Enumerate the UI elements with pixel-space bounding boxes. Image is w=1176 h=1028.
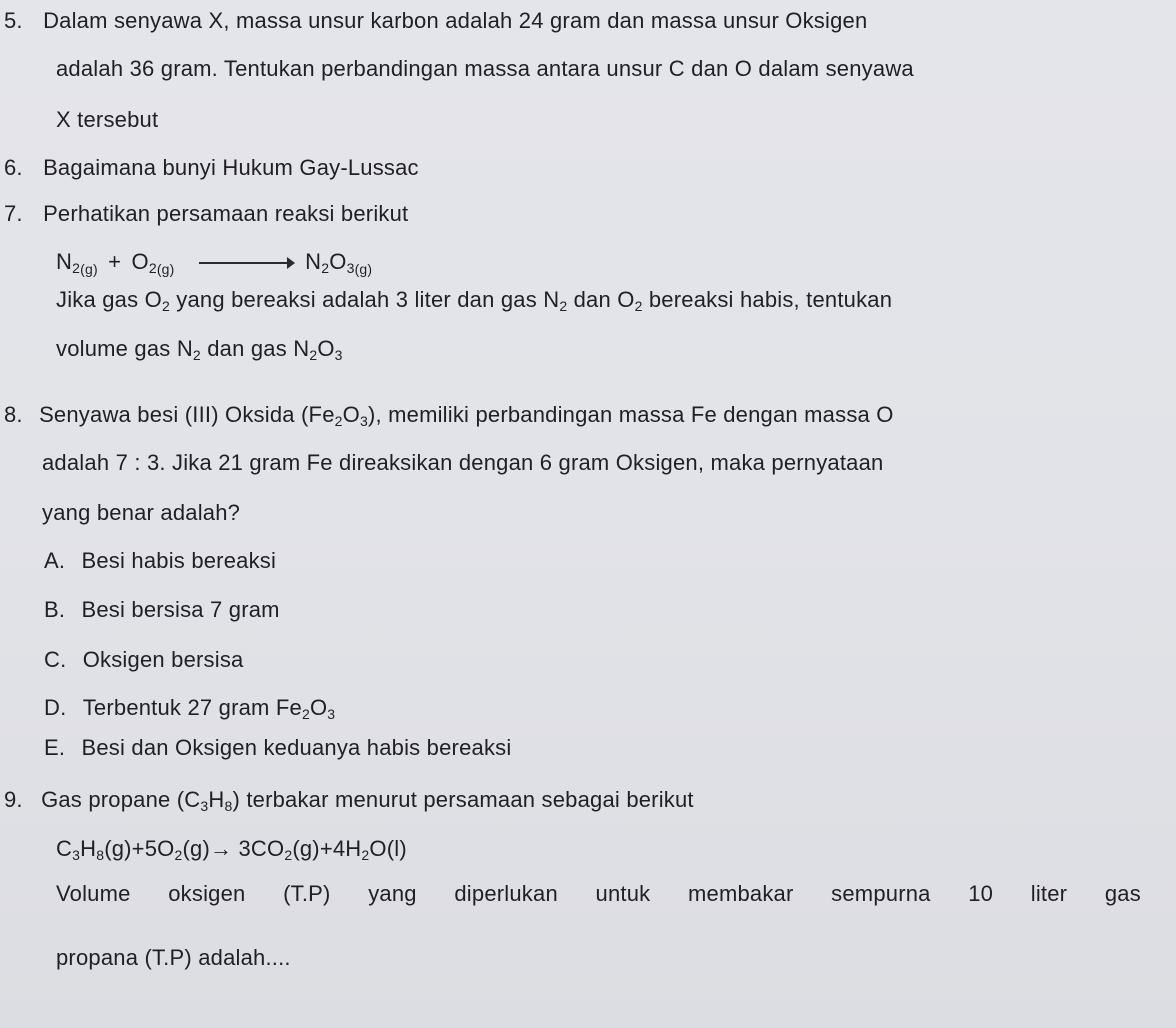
eq-state-3: (g) <box>354 261 373 277</box>
q6-text: Bagaimana bunyi Hukum Gay-Lussac <box>43 155 419 180</box>
q8-l1-b: O <box>342 402 360 427</box>
q9-eq-b: H <box>80 836 97 861</box>
q9-l1-sub: 3 <box>200 798 209 814</box>
q9-eq-d: (g)→ 3CO <box>182 836 285 861</box>
q7-l2-a: Jika gas O <box>56 287 162 312</box>
q7-l2-sub: 2 <box>161 298 170 314</box>
eq-o-sub: 2 <box>148 260 157 276</box>
q9-line-1 <box>4 787 694 813</box>
q7-l3-a: volume gas N <box>56 336 193 361</box>
q7-l3-sub3: 3 <box>334 347 343 363</box>
q9-word: gas <box>1104 881 1141 906</box>
q9-eq-e: (g)+4H <box>292 836 362 861</box>
q6-line <box>4 155 419 181</box>
reaction-arrow-icon <box>199 262 289 264</box>
q9-eq-sub2: 8 <box>96 847 105 863</box>
option-d-sub: 2 <box>301 706 310 722</box>
q9-word: membakar <box>687 881 794 906</box>
option-d-tail: O <box>309 695 328 720</box>
q7-l2-d: bereaksi habis, tentukan <box>648 287 893 312</box>
q9-l1-c: ) terbakar menurut persamaan sebagai berikut <box>232 787 694 812</box>
option-a-text: Besi habis bereaksi <box>81 548 277 573</box>
q9-eq-a: C <box>56 836 73 861</box>
q7-l2-b: yang bereaksi adalah 3 liter dan gas N <box>176 287 560 312</box>
eq-n: N <box>56 249 73 274</box>
option-b-text: Besi bersisa 7 gram <box>81 597 280 622</box>
q9-l1-a: Gas propane (C <box>41 787 201 812</box>
q7-l2-c: dan O <box>573 287 635 312</box>
option-e-letter: E. <box>44 735 66 760</box>
q8-l1-sub: 2 <box>334 413 343 429</box>
q7-text: Perhatikan persamaan reaksi berikut <box>43 201 409 226</box>
q8-number: 8. <box>4 402 23 427</box>
q9-word: yang <box>368 881 417 906</box>
option-c-letter: C. <box>44 647 67 672</box>
q6-number: 6. <box>4 155 23 180</box>
option-b-letter: B. <box>44 597 66 622</box>
q9-word: untuk <box>595 881 651 906</box>
q7-equation <box>56 249 372 277</box>
q9-word: diperlukan <box>454 881 558 906</box>
option-e-text: Besi dan Oksigen keduanya habis bereaksi <box>81 735 512 760</box>
q5-line-1 <box>4 8 867 34</box>
q9-eq-f: O(l) <box>369 836 407 861</box>
eq-plus: + <box>108 249 122 274</box>
q9-word: 10 <box>968 881 994 906</box>
q9-eq-c: (g)+5O <box>104 836 175 861</box>
q8-l1-a: Senyawa besi (III) Oksida (Fe <box>39 402 335 427</box>
eq-o: O <box>131 249 149 274</box>
eq-state-1: (g) <box>80 261 98 277</box>
q5-line-2: adalah 36 gram. Tentukan perbandingan massa antara unsur C dan O dalam senyawa <box>56 56 914 81</box>
option-d-sub2: 3 <box>327 706 336 722</box>
option-c-text: Oksigen bersisa <box>82 647 244 672</box>
option-e <box>44 735 511 761</box>
option-a-letter: A. <box>44 548 66 573</box>
q8-line-2: adalah 7 : 3. Jika 21 gram Fe direaksikan dengan 6 gram Oksigen, maka pernyataan <box>42 450 884 475</box>
q5-line-3: X tersebut <box>56 107 159 132</box>
q7-line <box>4 201 408 227</box>
eq-prod-n-sub: 2 <box>321 260 330 276</box>
q9-eq-sub1: 3 <box>72 847 81 863</box>
q9-line-3 <box>56 881 1141 907</box>
q9-eq-sub3: 2 <box>174 847 183 863</box>
option-a <box>44 548 276 574</box>
q9-line-4: propana (T.P) adalah.... <box>56 945 291 970</box>
q8-l1-c: ), memiliki perbandingan massa Fe dengan massa O <box>367 402 894 427</box>
q7-l3-c: O <box>317 336 335 361</box>
q8-line-3: yang benar adalah? <box>42 500 241 525</box>
q7-l2-sub2: 2 <box>559 298 568 314</box>
q8-line-1 <box>4 402 894 428</box>
q7-l3-sub: 2 <box>192 347 201 363</box>
q7-l3-b: dan gas N <box>207 336 310 361</box>
q7-l3-sub2: 2 <box>309 347 318 363</box>
option-d <box>44 695 335 721</box>
q9-number: 9. <box>4 787 23 812</box>
q7-number: 7. <box>4 201 23 226</box>
option-b <box>44 597 280 623</box>
option-d-text: Terbentuk 27 gram Fe <box>82 695 302 720</box>
q9-word: liter <box>1030 881 1068 906</box>
eq-state-2: (g) <box>156 261 175 277</box>
q9-equation <box>56 836 407 862</box>
eq-n-sub: 2 <box>72 260 81 276</box>
q9-word: oksigen <box>168 881 246 906</box>
q9-l1-sub2: 8 <box>224 798 233 814</box>
q9-l1-b: H <box>208 787 225 812</box>
q9-word: sempurna <box>831 881 931 906</box>
eq-prod-n: N <box>305 249 322 274</box>
q9-word: (T.P) <box>283 881 331 906</box>
eq-prod-o-sub: 3 <box>346 260 355 276</box>
q7-line-2 <box>56 287 892 313</box>
q7-line-3 <box>56 336 343 362</box>
q9-eq-sub4: 2 <box>284 847 293 863</box>
q5-number: 5. <box>4 8 23 33</box>
q5-text-1: Dalam senyawa X, massa unsur karbon adalah 24 gram dan massa unsur Oksigen <box>43 8 868 33</box>
q7-l2-sub3: 2 <box>634 298 643 314</box>
q9-word: Volume <box>56 881 131 906</box>
eq-prod-o: O <box>329 249 347 274</box>
option-d-letter: D. <box>44 695 67 720</box>
option-c <box>44 647 243 673</box>
q9-eq-sub5: 2 <box>361 847 370 863</box>
q8-l1-sub2: 3 <box>359 413 368 429</box>
